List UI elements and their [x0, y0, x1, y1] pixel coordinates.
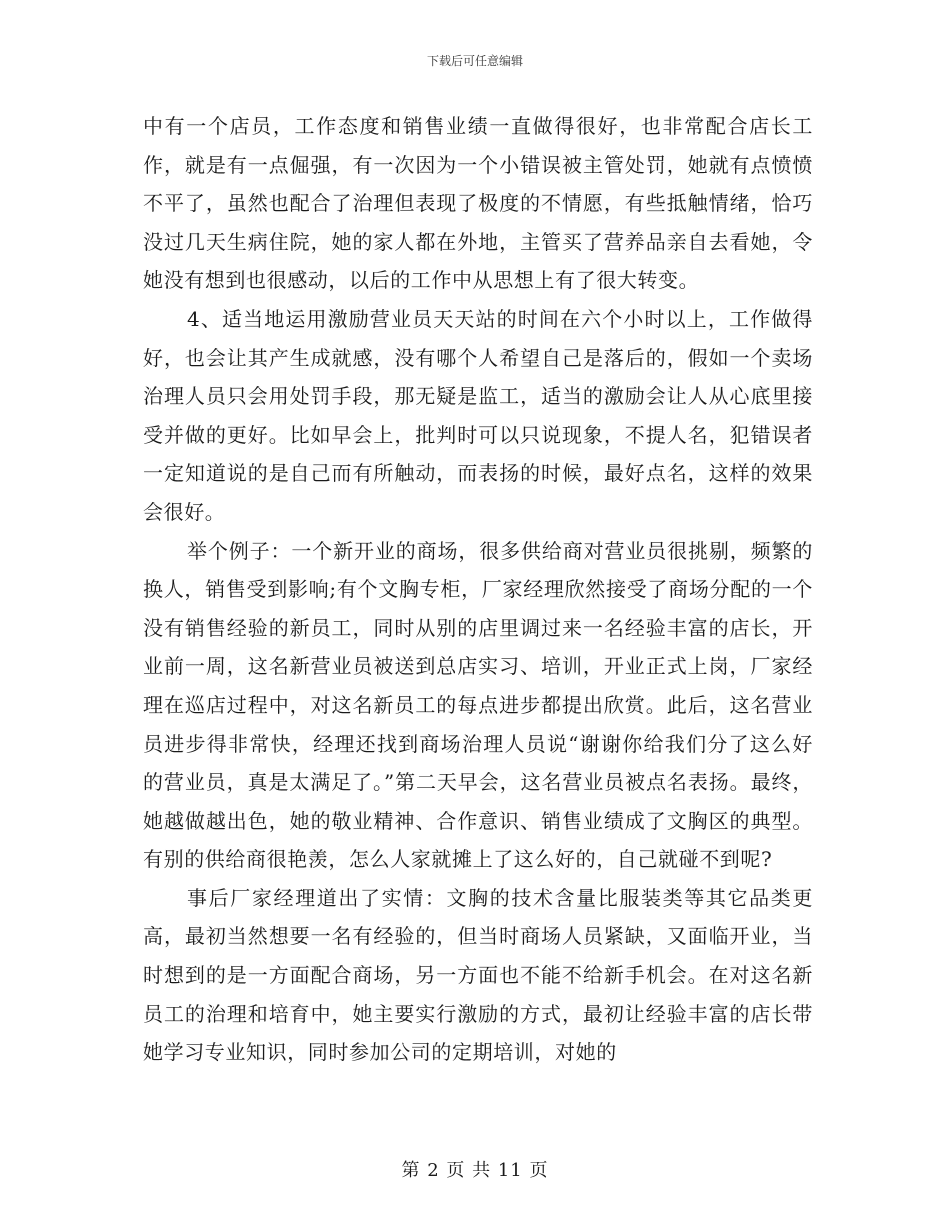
paragraph-3: 举个例子：一个新开业的商场，很多供给商对营业员很挑剔，频繁的换人，销售受到影响;有个文胸专柜，厂家经理欣然接受了商场分配的一个没有销售经验的新员工，同时从别的店里调过来一名经验丰富的店长，开业前一周，这名新营业员被送到总店实习、培训，开业正式上岗，厂家经理在巡店过程中，对这名新员工的每点进步都提出欣赏。此后，这名营业员进步得非常快，经理还找到商场治理人员说“谢谢你给我们分了这么好的营业员，真是太满足了。”第二天早会，这名营业员被点名表扬。最终，她越做越出色，她的敬业精神、合作意识、销售业绩成了文胸区的典型。有别的供给商很艳羡，怎么人家就摊上了这么好的，自己就碰不到呢? — [143, 538, 813, 872]
document-body — [143, 107, 813, 1072]
page-header: 下载后可任意编辑 — [426, 54, 523, 68]
paragraph-1: 中有一个店员，工作态度和销售业绩一直做得很好，也非常配合店长工作，就是有一点倔强，有一次因为一个小错误被主管处罚，她就有点愤愤不平了，虽然也配合了治理但表现了极度的不情愿，有些抵触情绪，恰巧没过几天生病住院，她的家人都在外地，主管买了营养品亲自去看她，令她没有想到也很感动，以后的工作中从思想上有了很大转变。 — [143, 114, 813, 293]
paragraph-4: 事后厂家经理道出了实情：文胸的技术含量比服装类等其它品类更高，最初当然想要一名有经验的，但当时商场人员紧缺，又面临开业，当时想到的是一方面配合商场，另一方面也不能不给新手机会。在对这名新员工的治理和培育中，她主要实行激励的方式，最初让经验丰富的店长带她学习专业知识，同时参加公司的定期培训，对她的 — [143, 885, 813, 1065]
page-number-footer: 第 2 页 共 11 页 — [401, 1160, 549, 1181]
paragraph-2: 4、适当地运用激励营业员天天站的时间在六个小时以上，工作做得好，也会让其产生成就感，没有哪个人希望自己是落后的，假如一个卖场治理人员只会用处罚手段，那无疑是监工，适当的激励会让人从心底里接受并做的更好。比如早会上，批判时可以只说现象，不提人名，犯错误者一定知道说的是自己而有所触动，而表扬的时候，最好点名，这样的效果会很好。 — [143, 306, 813, 524]
